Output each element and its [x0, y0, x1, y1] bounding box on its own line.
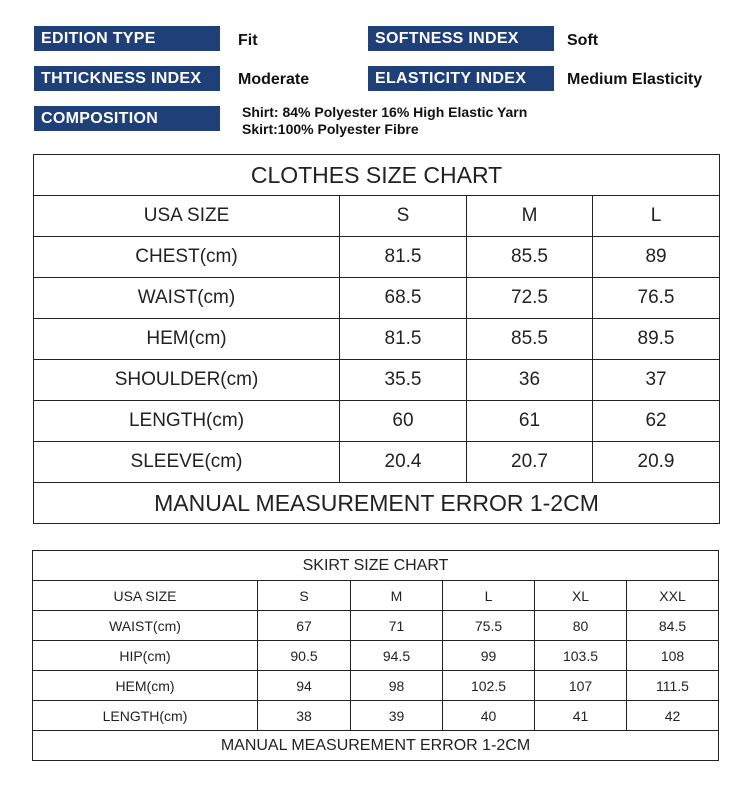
clothes-row-hem: [34, 319, 720, 360]
edition-type-label: EDITION TYPE: [34, 26, 220, 51]
composition-line-1: Shirt: 84% Polyester 16% High Elastic Yarn: [242, 104, 528, 120]
clothes-header-cell: S: [340, 196, 467, 237]
skirt-size-chart: [32, 550, 719, 761]
thickness-index-label: THTICKNESS INDEX: [34, 66, 220, 91]
skirt-cell: 94.5: [351, 641, 443, 671]
clothes-cell: 72.5: [467, 278, 593, 319]
skirt-header-cell: XXL: [627, 581, 719, 611]
clothes-header-cell: L: [593, 196, 720, 237]
skirt-cell: 39: [351, 701, 443, 731]
clothes-row-label: WAIST(cm): [34, 278, 340, 319]
skirt-chart-footer: MANUAL MEASUREMENT ERROR 1-2CM: [33, 731, 719, 761]
skirt-header-cell: S: [258, 581, 351, 611]
clothes-row-label: HEM(cm): [34, 319, 340, 360]
skirt-cell: 94: [258, 671, 351, 701]
clothes-row-label: SLEEVE(cm): [34, 442, 340, 483]
clothes-row-label: CHEST(cm): [34, 237, 340, 278]
clothes-header-cell: M: [467, 196, 593, 237]
composition-label: COMPOSITION: [34, 106, 220, 131]
elasticity-index-value: Medium Elasticity: [567, 71, 703, 88]
softness-index-value: Soft: [567, 32, 599, 49]
skirt-row-waist: [33, 611, 719, 641]
skirt-cell: 40: [443, 701, 535, 731]
skirt-header-cell: XL: [535, 581, 627, 611]
skirt-cell: 102.5: [443, 671, 535, 701]
clothes-cell: 68.5: [340, 278, 467, 319]
skirt-header-cell: L: [443, 581, 535, 611]
clothes-cell: 20.7: [467, 442, 593, 483]
skirt-row-label: HEM(cm): [33, 671, 258, 701]
clothes-cell: 85.5: [467, 319, 593, 360]
clothes-row-length: [34, 401, 720, 442]
softness-index-label: SOFTNESS INDEX: [368, 26, 554, 51]
clothes-cell: 89.5: [593, 319, 720, 360]
edition-type-value: Fit: [238, 32, 258, 49]
skirt-cell: 99: [443, 641, 535, 671]
clothes-row-shoulder: [34, 360, 720, 401]
skirt-cell: 71: [351, 611, 443, 641]
clothes-cell: 81.5: [340, 237, 467, 278]
skirt-row-length: [33, 701, 719, 731]
clothes-cell: 61: [467, 401, 593, 442]
skirt-header-cell: USA SIZE: [33, 581, 258, 611]
skirt-row-label: HIP(cm): [33, 641, 258, 671]
skirt-cell: 80: [535, 611, 627, 641]
skirt-chart-title: SKIRT SIZE CHART: [33, 551, 719, 581]
clothes-cell: 81.5: [340, 319, 467, 360]
clothes-row-label: LENGTH(cm): [34, 401, 340, 442]
skirt-cell: 67: [258, 611, 351, 641]
skirt-row-label: WAIST(cm): [33, 611, 258, 641]
skirt-row-label: LENGTH(cm): [33, 701, 258, 731]
skirt-header-cell: M: [351, 581, 443, 611]
skirt-row-hem: [33, 671, 719, 701]
skirt-cell: 41: [535, 701, 627, 731]
composition-line-2: Skirt:100% Polyester Fibre: [242, 121, 419, 137]
clothes-cell: 85.5: [467, 237, 593, 278]
clothes-row-label: SHOULDER(cm): [34, 360, 340, 401]
clothes-row-chest: [34, 237, 720, 278]
elasticity-index-label: ELASTICITY INDEX: [368, 66, 554, 91]
clothes-cell: 89: [593, 237, 720, 278]
clothes-cell: 20.4: [340, 442, 467, 483]
skirt-cell: 98: [351, 671, 443, 701]
skirt-cell: 42: [627, 701, 719, 731]
skirt-cell: 84.5: [627, 611, 719, 641]
clothes-cell: 36: [467, 360, 593, 401]
clothes-row-sleeve: [34, 442, 720, 483]
clothes-row-waist: [34, 278, 720, 319]
clothes-cell: 62: [593, 401, 720, 442]
clothes-cell: 35.5: [340, 360, 467, 401]
skirt-cell: 38: [258, 701, 351, 731]
skirt-row-hip: [33, 641, 719, 671]
clothes-cell: 76.5: [593, 278, 720, 319]
clothes-size-chart: [33, 154, 720, 524]
clothes-header-cell: USA SIZE: [34, 196, 340, 237]
skirt-cell: 111.5: [627, 671, 719, 701]
clothes-cell: 20.9: [593, 442, 720, 483]
skirt-cell: 107: [535, 671, 627, 701]
thickness-index-value: Moderate: [238, 71, 310, 88]
clothes-cell: 60: [340, 401, 467, 442]
clothes-cell: 37: [593, 360, 720, 401]
clothes-chart-footer: MANUAL MEASUREMENT ERROR 1-2CM: [34, 483, 720, 524]
skirt-cell: 75.5: [443, 611, 535, 641]
skirt-cell: 90.5: [258, 641, 351, 671]
clothes-chart-title: CLOTHES SIZE CHART: [34, 155, 720, 196]
skirt-cell: 103.5: [535, 641, 627, 671]
skirt-cell: 108: [627, 641, 719, 671]
